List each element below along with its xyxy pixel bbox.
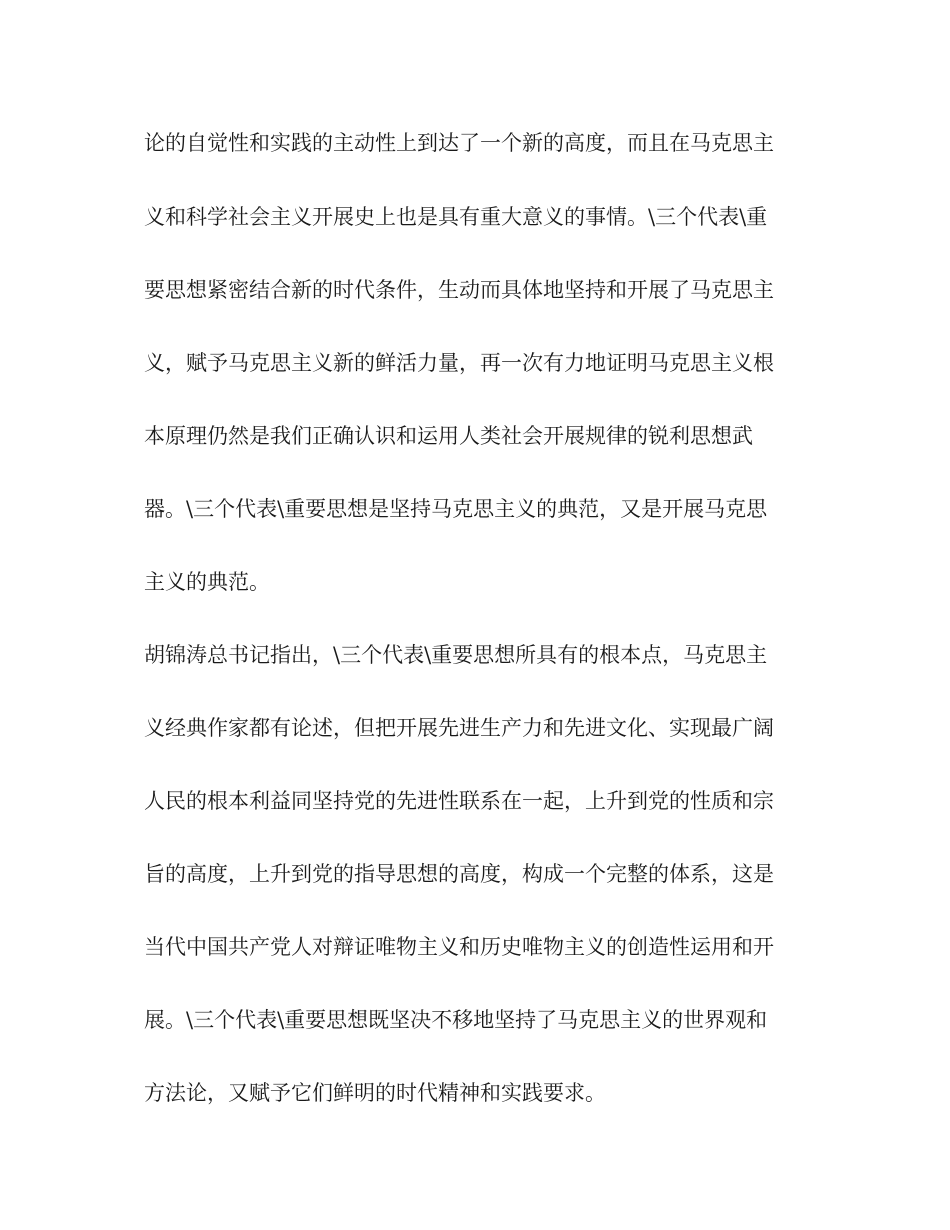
text-line: 义，赋予马克思主义新的鲜活力量，再一次有力地证明马克思主义根 [144,351,774,375]
text-line: 方法论，又赋予它们鲜明的时代精神和实践要求。 [144,1081,606,1105]
text-line: 胡锦涛总书记指出，\三个代表\重要思想所具有的根本点，马克思主 [144,643,768,667]
text-line: 主义的典范。 [144,570,270,594]
text-line: 器。\三个代表\重要思想是坚持马克思主义的典范，又是开展马克思 [144,497,768,521]
text-line: 要思想紧密结合新的时代条件，生动而具体地坚持和开展了马克思主 [144,278,774,302]
text-line: 人民的根本利益同坚持党的先进性联系在一起，上升到党的性质和宗 [144,789,774,813]
text-line: 义和科学社会主义开展史上也是具有重大意义的事情。\三个代表\重 [144,205,768,229]
text-line: 展。\三个代表\重要思想既坚决不移地坚持了马克思主义的世界观和 [144,1008,768,1032]
text-line: 当代中国共产党人对辩证唯物主义和历史唯物主义的创造性运用和开 [144,935,774,959]
text-line: 本原理仍然是我们正确认识和运用人类社会开展规律的锐利思想武 [144,424,753,448]
text-line: 义经典作家都有论述，但把开展先进生产力和先进文化、实现最广阔 [144,716,774,740]
text-line: 论的自觉性和实践的主动性上到达了一个新的高度，而且在马克思主 [144,131,774,155]
text-line: 旨的高度，上升到党的指导思想的高度，构成一个完整的体系，这是 [144,862,774,886]
